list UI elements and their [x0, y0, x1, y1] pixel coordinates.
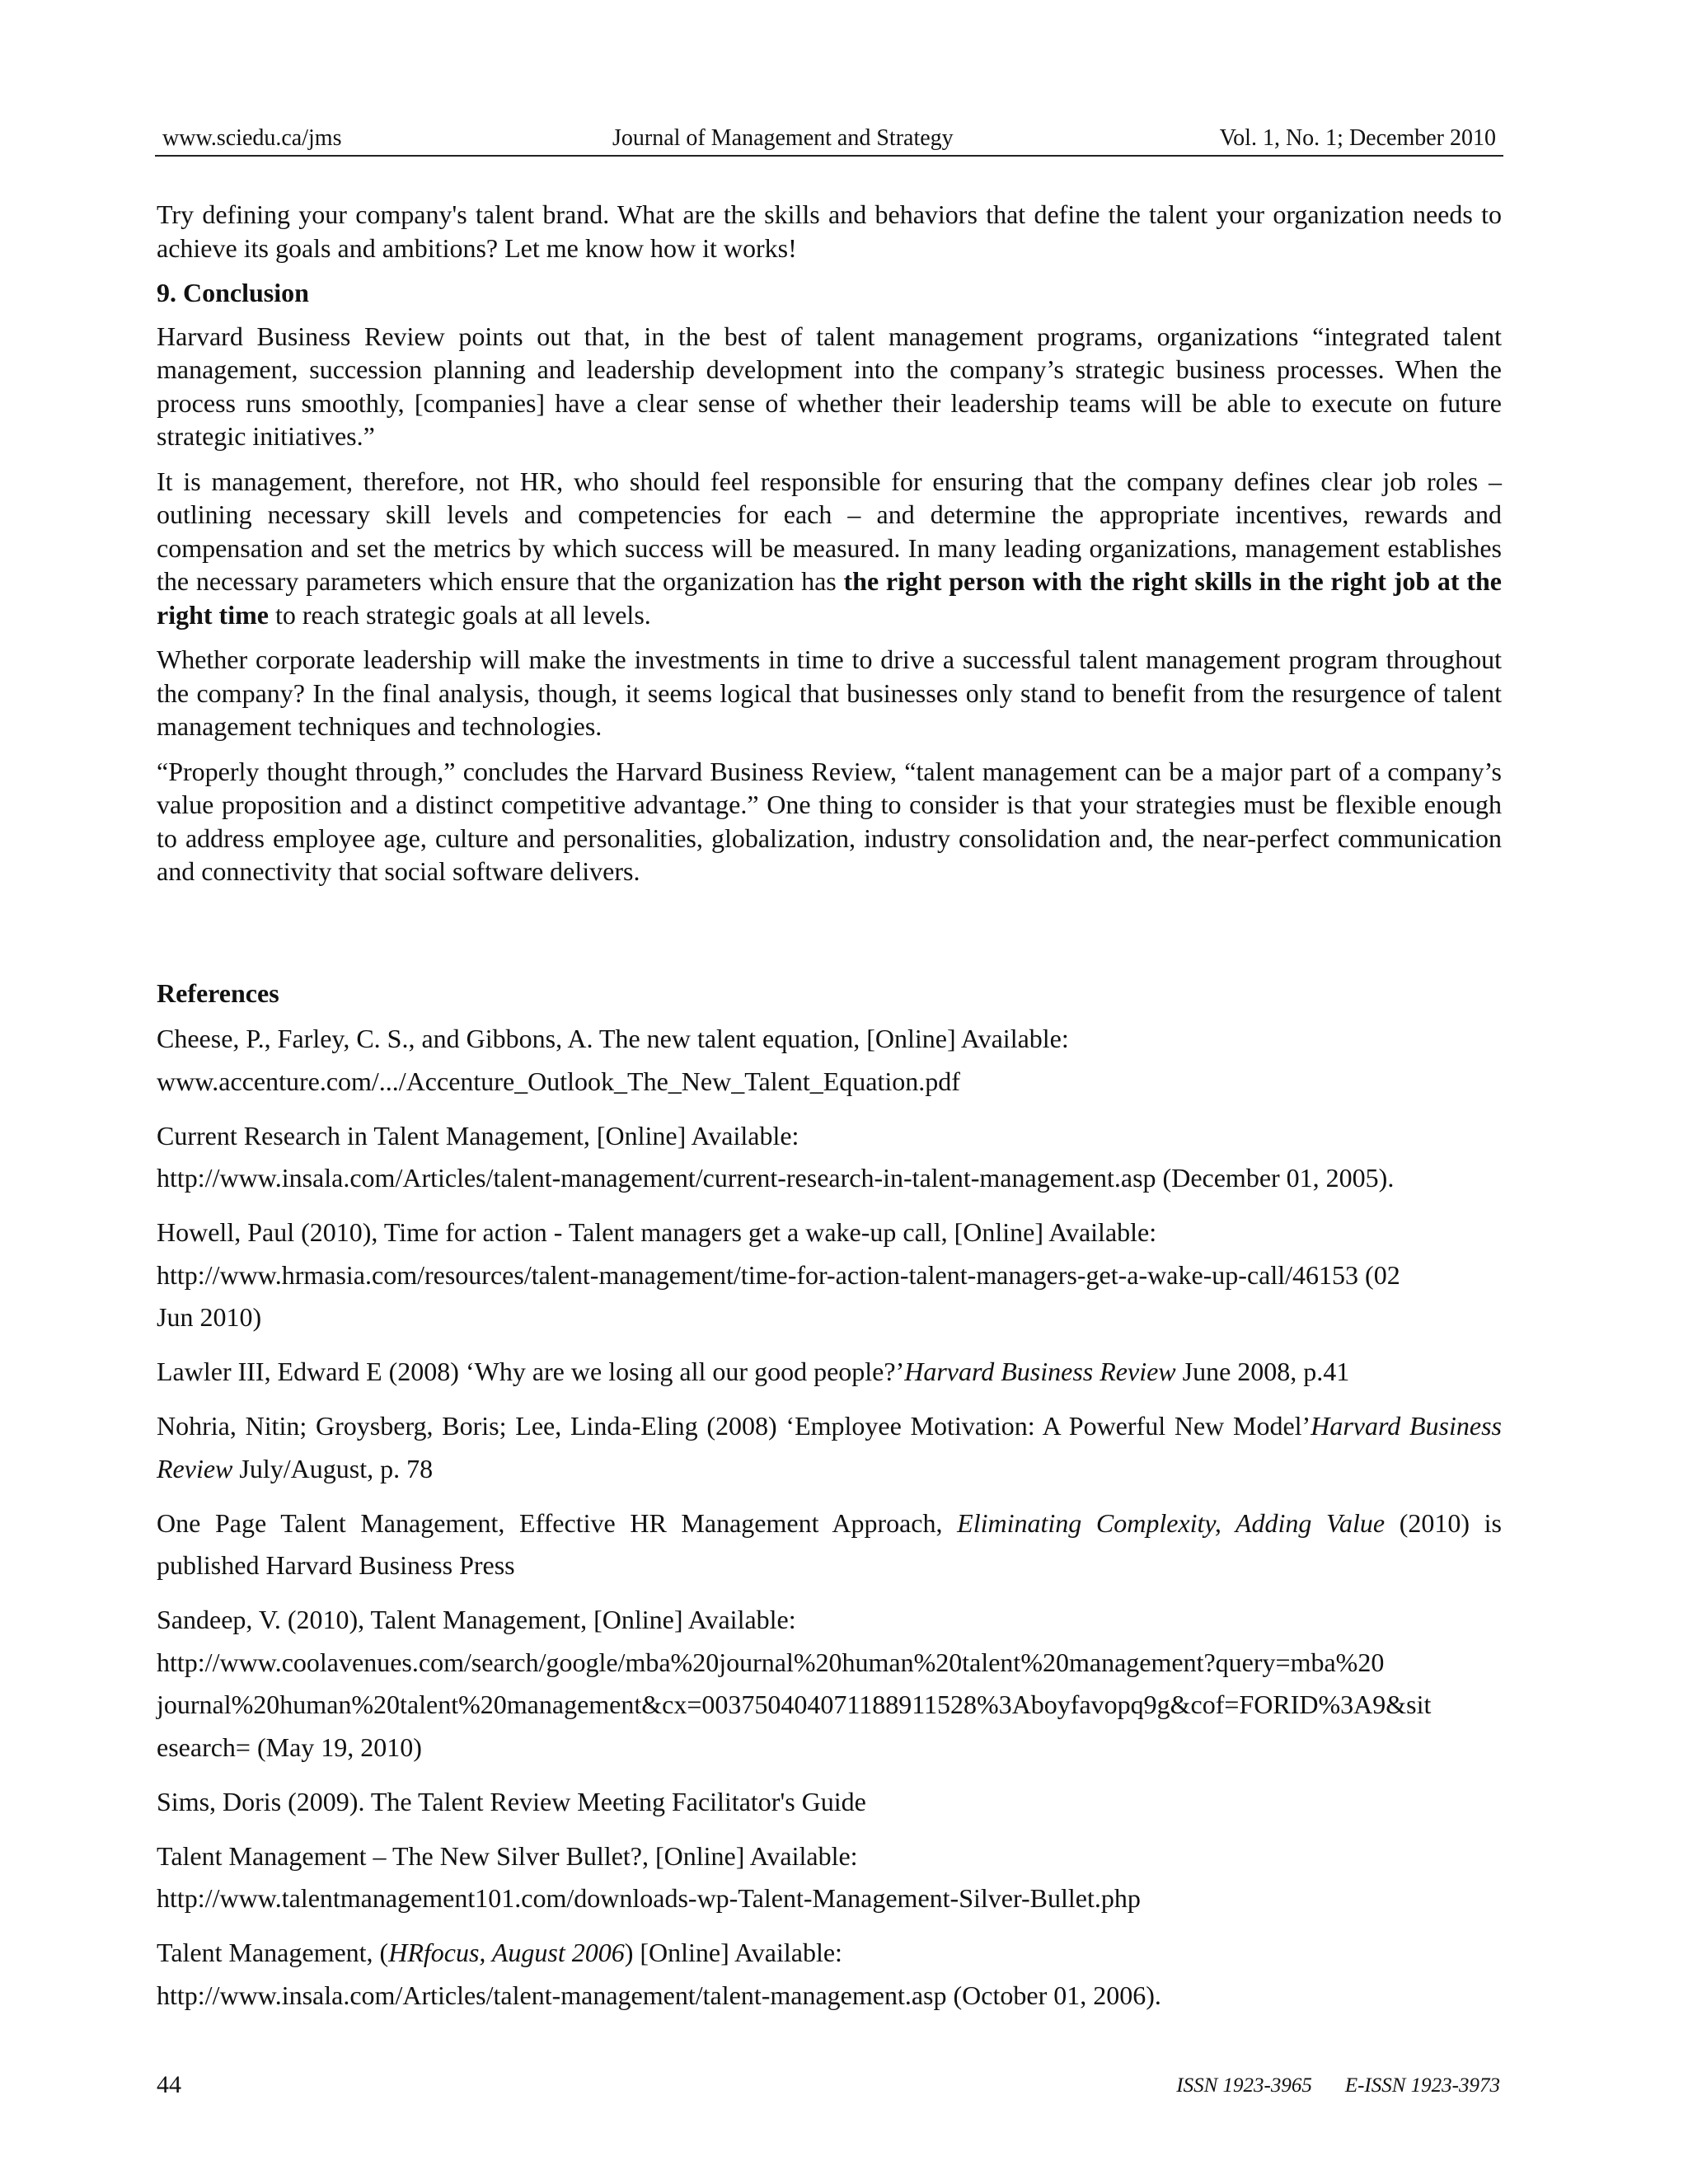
reference-date: Jun 2010) [157, 1302, 262, 1332]
reference-text: Howell, Paul (2010), Time for action - Talent managers get a wake-up call, [Online] Available: [157, 1217, 1157, 1247]
running-header [155, 122, 1503, 157]
reference-text: Nohria, Nitin; Groysberg, Boris; Lee, Linda-Eling (2008) ‘Employee Motivation: A Powerful New Model’ [157, 1411, 1311, 1441]
body-text [157, 198, 1502, 900]
reference-journal: Harvard Business Review [904, 1357, 1176, 1386]
eissn: E-ISSN 1923-3973 [1344, 2074, 1500, 2097]
references-section [157, 977, 1502, 2029]
reference-item [157, 1115, 1502, 1200]
reference-link[interactable]: http://www.talentmanagement101.com/downloads-wp-Talent-Management-Silver-Bullet.php [157, 1883, 1141, 1913]
reference-text: Lawler III, Edward E (2008) ‘Why are we losing all our good people?’ [157, 1357, 905, 1386]
reference-text: ) [Online] Available: [624, 1938, 842, 1967]
reference-link[interactable]: http://www.hrmasia.com/resources/talent-management/time-for-action-talent-managers-get-a-wake-up-call/46153 (02 [157, 1259, 1400, 1290]
reference-item [157, 1932, 1502, 2017]
reference-item [157, 1351, 1502, 1394]
reference-text: (2010) is published Harvard Business Press [157, 1507, 1503, 1580]
issn-info [1143, 2074, 1500, 2097]
reference-item [157, 1835, 1502, 1920]
reference-item [157, 1018, 1502, 1103]
reference-text: Current Research in Talent Management, [Online] Available: [157, 1120, 799, 1151]
section-heading-conclusion: 9. Conclusion [157, 278, 309, 307]
header-volume-info: Vol. 1, No. 1; December 2010 [1219, 125, 1496, 151]
reference-link[interactable]: journal%20human%20talent%20management&cx=003750404071188911528%3Aboyfavopq9g&cof=FORID%3A9&sit [157, 1690, 1432, 1719]
reference-item [157, 1502, 1502, 1587]
reference-text: Talent Management – The New Silver Bullet?, [Online] Available: [157, 1840, 858, 1871]
emphasis-right-person: the right person with the right skills in the right job at the right time [157, 566, 1503, 630]
reference-link[interactable]: http://www.insala.com/Articles/talent-management/current-research-in-talent-management.asp (December 01, 2005). [157, 1163, 1395, 1193]
reference-text: Cheese, P., Farley, C. S., and Gibbons, A. The new talent equation, [Online] Available: [157, 1024, 1069, 1053]
reference-link[interactable]: www.accenture.com/.../Accenture_Outlook_The_New_Talent_Equation.pdf [157, 1066, 960, 1096]
reference-journal: HRfocus, August 2006 [388, 1938, 625, 1967]
reference-text: Sandeep, V. (2010), Talent Management, [Online] Available: [157, 1605, 796, 1634]
issn: ISSN 1923-3965 [1176, 2074, 1312, 2097]
reference-link[interactable]: esearch= (May 19, 2010) [157, 1732, 422, 1762]
reference-item [157, 1212, 1502, 1339]
page-number: 44 [157, 2071, 181, 2098]
paragraph-hbr-points: Harvard Business Review points out that, in the best of talent management programs, organizations “integrated talent management, succession planning and leadership development into the company’s strategic business processes. When the process runs smoothly, [companies] have a clear sense of whether their leadership teams will be able to execute on future strategic initiatives.” [157, 321, 1502, 451]
paragraph-properly-thought: “Properly thought through,” concludes the Harvard Business Review, “talent management can be a major part of a company’s value proposition and a distinct competitive advantage.” One thing to consider is that your strategies must be flexible enough to address employee age, culture and personalities, globalization, industry consolidation and, the near-perfect communication and connectivity that social software delivers. [157, 756, 1502, 886]
header-journal-title: Journal of Management and Strategy [612, 125, 954, 151]
reference-text: Sims, Doris (2009). The Talent Review Meeting Facilitator's Guide [157, 1786, 866, 1816]
reference-text: One Page Talent Management, Effective HR Management Approach, [157, 1507, 958, 1538]
reference-text: June 2008, p.41 [1175, 1357, 1350, 1386]
paragraph-management-responsibility [157, 465, 1502, 632]
reference-link[interactable]: http://www.insala.com/Articles/talent-management/talent-management.asp (October 01, 2006). [157, 1980, 1161, 2010]
reference-item [157, 1781, 1502, 1824]
running-footer [157, 2071, 1502, 2104]
reference-link[interactable]: http://www.coolavenues.com/search/google/mba%20journal%20human%20talent%20management?query=mba%20 [157, 1647, 1385, 1677]
header-journal-url: www.sciedu.ca/jms [162, 125, 342, 151]
paragraph-text: to reach strategic goals at all levels. [268, 599, 651, 630]
paragraph-text: It is management, therefore, not HR, who should feel responsible for ensuring that the company defines clear job roles – outlining necessary skill levels and competencies for each – and determine the appropriate incentives, rewards and compensation and set the metrics by which success will be measured. In many leading organizations, management establishes the necessary parameters which ensure that the organization has [157, 466, 1502, 596]
reference-text [157, 1932, 1502, 1975]
section-heading-references: References [157, 978, 279, 1008]
paragraph-corporate-leadership: Whether corporate leadership will make the investments in time to drive a successful talent management program throughout the company? In the final analysis, though, it seems logical that businesses only stand to benefit from the resurgence of talent management techniques and technologies. [157, 644, 1502, 741]
paragraph-talent-brand: Try defining your company's talent brand. What are the skills and behaviors that define the talent your organization needs to achieve its goals and ambitions? Let me know how it works! [157, 199, 1502, 263]
reference-text: Talent Management, ( [157, 1938, 389, 1967]
reference-item [157, 1599, 1502, 1769]
reference-item [157, 1405, 1502, 1490]
reference-text: July/August, p. 78 [232, 1453, 434, 1483]
reference-journal: Harvard Business Review [157, 1411, 1503, 1483]
reference-book-title: Eliminating Complexity, Adding Value [957, 1507, 1386, 1538]
